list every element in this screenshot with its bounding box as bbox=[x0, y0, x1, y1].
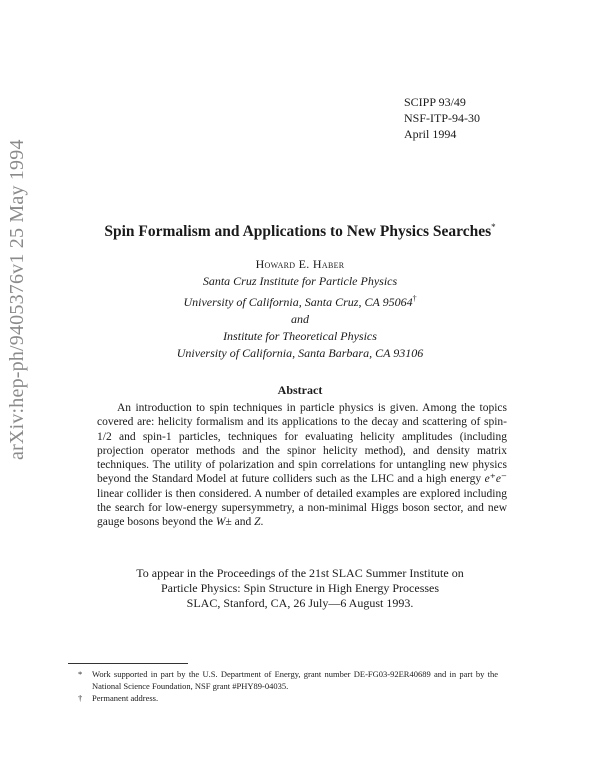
footnote-text: Work supported in part by the U.S. Department of Energy, grant number DE-FG03-92ER40689 and in part by the National Science Foundation, NSF grant #PHY89-04035. bbox=[92, 669, 498, 691]
publication-note-line: To appear in the Proceedings of the 21st SLAC Summer Institute on bbox=[136, 566, 464, 580]
and-separator: and bbox=[291, 312, 309, 326]
abstract-text-2: linear collider is then considered. A number of detailed examples are explored including the search for low-energy supersymmetry, a non-minimal Higgs boson sector, and new gauge bosons beyond the bbox=[97, 487, 507, 529]
abstract-text-1: An introduction to spin techniques in particle physics is given. Among the topics covered are: helicity formalism and its applications to the decay and scattering of spin-1/2 and spin-1 particles, techniques for evaluating helicity amplitudes (including projection operator methods and the spinor helicity method), and density matrix techniques. The utility of polarization and spin correlations for untangling new physics beyond the Standard Model at future colliders such as the LHC and a high energy bbox=[97, 402, 507, 486]
footnote-divider bbox=[68, 663, 188, 664]
affiliation-1-university-text: University of California, Santa Cruz, CA 95064 bbox=[183, 295, 413, 309]
report-numbers bbox=[404, 94, 480, 142]
footnote-mark: † bbox=[78, 693, 83, 703]
report-date: April 1994 bbox=[404, 127, 457, 141]
publication-note bbox=[0, 566, 600, 611]
affiliation-1: Santa Cruz Institute for Particle Physics bbox=[202, 274, 398, 288]
footnote-text: Permanent address. bbox=[92, 693, 159, 703]
author-name: Howard E. Haber bbox=[255, 257, 345, 271]
abstract-heading: Abstract bbox=[277, 383, 323, 397]
affiliation-2-university: University of California, Santa Barbara, CA 93106 bbox=[176, 346, 424, 360]
abstract-collider-math: e⁺e⁻ bbox=[484, 473, 507, 486]
report-number: NSF-ITP-94-30 bbox=[404, 111, 481, 125]
paper-title-text: Spin Formalism and Applications to New Physics Searches bbox=[104, 223, 492, 241]
title-footnote-mark: * bbox=[491, 222, 496, 232]
footnote-funding bbox=[78, 668, 498, 692]
abstract-body bbox=[97, 401, 507, 530]
author-block bbox=[0, 256, 600, 362]
abstract-z-math: Z bbox=[254, 516, 261, 529]
report-number: SCIPP 93/49 bbox=[404, 95, 466, 109]
arxiv-identifier: arXiv:hep-ph/9405376v1 25 May 1994 bbox=[6, 139, 28, 460]
abstract-text-and: and bbox=[231, 516, 255, 529]
footnotes bbox=[78, 668, 498, 704]
paper-title bbox=[0, 222, 600, 241]
publication-note-line: SLAC, Stanford, CA, 26 July—6 August 1993. bbox=[186, 596, 414, 610]
abstract-w-math: W± bbox=[215, 516, 232, 529]
affiliation-1-university bbox=[0, 290, 600, 311]
publication-note-line: Particle Physics: Spin Structure in High Energy Processes bbox=[160, 581, 440, 595]
affiliation-footnote-mark: † bbox=[412, 294, 417, 303]
footnote-address bbox=[78, 692, 498, 704]
abstract-text-end: . bbox=[260, 516, 264, 529]
affiliation-2: Institute for Theoretical Physics bbox=[223, 329, 377, 343]
footnote-mark: * bbox=[78, 669, 83, 679]
